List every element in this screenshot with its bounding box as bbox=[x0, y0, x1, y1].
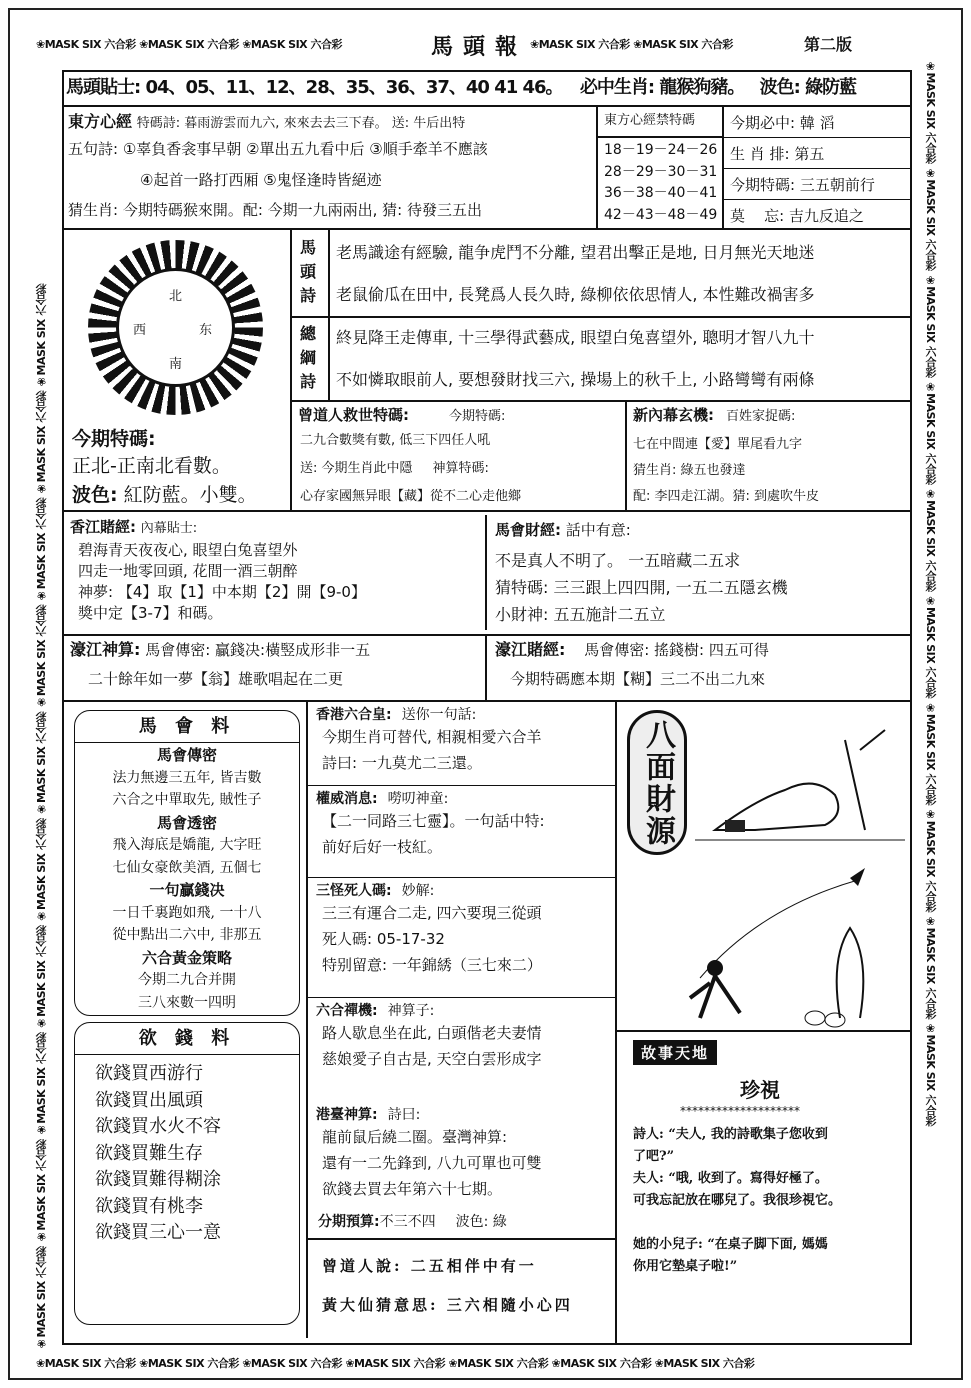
right-border-strip bbox=[920, 60, 938, 1350]
story-line: 她的小兒子: “在桌子脚下面, 媽媽 bbox=[633, 1237, 828, 1252]
kite-runner-illustration bbox=[640, 868, 905, 1028]
right-info bbox=[724, 107, 910, 230]
mid-sub: 嘮叨神童: bbox=[387, 791, 449, 807]
forbidden-row: 36－38－40－41 bbox=[604, 185, 718, 201]
top-border-strip-left bbox=[36, 36, 416, 52]
mahui-line: 三八來數一四明 bbox=[138, 994, 236, 1011]
caijing-sub: 話中有意: bbox=[565, 521, 631, 539]
mid-line: 慈娘愛子自古是, 天空白雲形成字 bbox=[322, 1050, 542, 1068]
divider bbox=[328, 228, 330, 400]
divider bbox=[290, 316, 912, 318]
zeng-l2: 送: 今期生肖此中隱 bbox=[300, 461, 413, 476]
mahui-line: 七仙女豪飲美酒, 五個七 bbox=[112, 859, 262, 876]
color-value: 綠防藍 bbox=[805, 77, 857, 98]
bottom-border-strip bbox=[36, 1355, 936, 1371]
horse-poem-1: 老馬識途有經驗, 龍争虎鬥不分離, 望君出擊正是地, 日月無光天地迷 bbox=[336, 243, 815, 262]
compass-north: 北 bbox=[169, 289, 183, 304]
five-label: 五句詩: bbox=[68, 140, 119, 158]
yuqian-title: 欲 錢 料 bbox=[75, 1023, 299, 1055]
label-char: 頭 bbox=[300, 262, 317, 281]
zeng-title: 曾道人救世特碼: bbox=[298, 406, 409, 424]
color-label: 波色: bbox=[759, 77, 800, 98]
budget-line bbox=[318, 1214, 507, 1231]
mahui-title: 馬 會 料 bbox=[75, 711, 299, 743]
budget-color: 綠 bbox=[492, 1214, 507, 1230]
haojiang-ss-title: 濠江神算: bbox=[70, 640, 141, 659]
divider bbox=[62, 634, 912, 636]
five-line-2: ④起首一路打西厢 ⑤鬼怪逢時皆絕迹 bbox=[140, 171, 382, 189]
mahui-body bbox=[75, 743, 299, 1014]
forbidden-row: 18－19－24－26 bbox=[604, 142, 718, 158]
mahui-line: 一日千裏跑如飛, 一十八 bbox=[112, 904, 262, 921]
compass-center bbox=[116, 268, 235, 387]
compass-west: 西 bbox=[133, 323, 147, 338]
masthead-char: 報 bbox=[495, 35, 528, 60]
zeng-line-1: 二九合數獎有數, 低三下四任人吼 bbox=[300, 433, 491, 448]
mid-title: 港臺神算: bbox=[316, 1107, 378, 1123]
mahui-box bbox=[74, 710, 300, 1016]
general-poem-label bbox=[300, 322, 320, 394]
saying-zeng: 曾道人說: 二五相伴中有一 bbox=[322, 1257, 537, 1275]
budget-label: 分期預算: bbox=[318, 1214, 380, 1230]
left-border-strip bbox=[34, 60, 52, 1350]
mid-line: 欲錢去買去年第六十七期。 bbox=[322, 1180, 503, 1198]
label-char: 總 bbox=[300, 324, 317, 343]
divider bbox=[596, 136, 724, 138]
text-line: 猜特碼: 三三跟上四四開, 一五二五隱玄機 bbox=[495, 578, 788, 597]
compass-south: 南 bbox=[169, 357, 183, 372]
mid-sub: 詩曰: bbox=[387, 1107, 421, 1123]
east-poem: 特碼詩: 暮雨游雲而九六, 來來去去三下春。 送: 牛后出特 bbox=[136, 116, 466, 131]
story-line bbox=[633, 1212, 841, 1234]
text-line: 四走一地零回頭, 花間一酒三朝醉 bbox=[78, 562, 298, 580]
border-text: ❀MASK SIX 六合彩 ❀MASK SIX 六合彩 ❀MASK SIX 六合彩 ❀MASK SIX 六合彩 ❀MASK SIX 六合彩 ❀MASK SIX 六合彩 ❀MASK SIX 六合彩 ❀MASK SIX 六合彩 ❀MASK SIX 六合彩 ❀MASK SIX 六合彩 bbox=[35, 284, 48, 1350]
info-value: 韓 滔 bbox=[799, 114, 835, 132]
mid-line: 【二一同路三七靈】。一句話中特: bbox=[322, 812, 545, 830]
mahui-line: 六合之中單取先, 賊性子 bbox=[112, 792, 262, 808]
story-stars: ******************** bbox=[680, 1104, 800, 1118]
info-value: 三五朝前行 bbox=[799, 176, 875, 194]
mid-section bbox=[308, 786, 615, 878]
haojiang-dj-title: 濠江賭經: bbox=[495, 640, 566, 659]
mid-line: 三三有運合二走, 四六要現三從頭 bbox=[322, 904, 542, 922]
tips-label: 馬頭貼士: bbox=[66, 77, 141, 98]
mid-section-title bbox=[316, 1106, 607, 1124]
five-poem-row bbox=[68, 140, 488, 158]
east-title: 東方心經 bbox=[68, 112, 133, 131]
info-value: 第五 bbox=[794, 145, 825, 163]
story-line: 詩人: “夫人, 我的詩歌集子您收到 bbox=[633, 1127, 828, 1142]
divider bbox=[625, 400, 627, 510]
text-line: 小財神: 五五施計二五立 bbox=[495, 605, 666, 624]
compass-wheel bbox=[88, 240, 263, 415]
label-char: 馬 bbox=[300, 238, 317, 257]
tips-numbers: 04、05、11、12、28、35、36、37、40 41 46。 bbox=[145, 77, 563, 98]
yuqian-box bbox=[74, 1022, 300, 1325]
yuqian-line: 欲錢買出風頭 bbox=[95, 1089, 203, 1111]
zeng-sub: 今期特碼: bbox=[449, 409, 506, 424]
zeng-line-2 bbox=[300, 461, 489, 477]
text-line: 獎中定【3-7】和碼。 bbox=[78, 604, 223, 622]
zeng-line-3: 心存家國無异眼【藏】從不二心走他鄉 bbox=[300, 489, 522, 504]
guess-line: 猜生肖: 今期特碼猴來開。配: 今期一九兩兩出, 猜: 待發三五出 bbox=[68, 201, 483, 219]
top-border-strip-middle bbox=[530, 36, 780, 52]
divider bbox=[290, 228, 292, 400]
caijing-title: 馬會財經: bbox=[495, 521, 561, 539]
masthead-char: 頭 bbox=[463, 35, 496, 60]
yuqian-line: 欲錢買三心一意 bbox=[95, 1222, 221, 1243]
xiangjiang-lines bbox=[78, 540, 366, 624]
mid-title: 六合禪機: bbox=[316, 1003, 378, 1019]
color-label: 波色: bbox=[72, 484, 118, 506]
label-char: 詩 bbox=[300, 372, 317, 391]
border-text: ❀MASK SIX 六合彩 ❀MASK SIX 六合彩 bbox=[530, 38, 733, 51]
special-color bbox=[72, 484, 257, 507]
divider bbox=[615, 700, 617, 1345]
edition-label: 第二版 bbox=[800, 32, 856, 55]
neimu-title-row bbox=[633, 406, 795, 425]
horse-poem-2: 老鼠偷瓜在田中, 長凳爲人長久時, 綠柳依依思情人, 本性難改禍害多 bbox=[336, 285, 815, 304]
yuqian-line: 欲錢買難生存 bbox=[95, 1142, 203, 1164]
mid-title: 三怪死人碼: bbox=[316, 883, 392, 899]
zeng-l2b: 神算特碼: bbox=[432, 461, 489, 476]
story-line: 你用它墊桌子啦!” bbox=[633, 1259, 738, 1274]
horse-poem-label bbox=[300, 236, 320, 308]
budget-value: 不三不四 bbox=[379, 1214, 436, 1230]
divider bbox=[596, 105, 598, 228]
mid-section-title bbox=[316, 790, 607, 808]
bamian-text: 八面財源 bbox=[640, 718, 675, 847]
yuqian-line: 欲錢買有桃李 bbox=[95, 1195, 203, 1217]
text-line: 神夢: 【4】取【1】中本期【2】開【9-0】 bbox=[78, 583, 366, 601]
forbidden-row: 42－43－48－49 bbox=[604, 206, 718, 223]
color-value: 紅防藍。小雙。 bbox=[123, 484, 257, 506]
border-text: ❀MASK SIX 六合彩 ❀MASK SIX 六合彩 ❀MASK SIX 六合彩 ❀MASK SIX 六合彩 ❀MASK SIX 六合彩 ❀MASK SIX 六合彩 ❀MASK SIX 六合彩 ❀MASK SIX 六合彩 ❀MASK SIX 六合彩 ❀MASK SIX 六合彩 bbox=[924, 60, 937, 1126]
masthead-title bbox=[425, 30, 533, 61]
info-label: 今期必中: bbox=[730, 114, 796, 132]
mahui-heading: 馬會傳密 bbox=[156, 746, 217, 764]
story-body bbox=[633, 1124, 841, 1278]
mid-section bbox=[308, 702, 615, 786]
divider bbox=[306, 1238, 615, 1240]
divider bbox=[290, 400, 912, 402]
yuqian-line: 欲錢買水火不容 bbox=[95, 1116, 221, 1137]
border-text: ❀MASK SIX 六合彩 ❀MASK SIX 六合彩 ❀MASK SIX 六合彩 bbox=[36, 38, 342, 51]
neimu-line-3: 配: 李四走江湖。猜: 到處吹牛皮 bbox=[633, 489, 820, 504]
haojiang-dj-title-row bbox=[495, 640, 769, 659]
neimu-line-2: 猜生肖: 綠五也發達 bbox=[633, 463, 746, 478]
mid-line: 死人碼: 05-17-32 bbox=[322, 930, 445, 948]
story-tag: 故事天地 bbox=[633, 1040, 717, 1065]
forbidden-row: 28－29－30－31 bbox=[604, 163, 718, 180]
mid-section-title bbox=[316, 1002, 607, 1020]
mid-line: 龍前鼠后繞二圈。臺灣神算: bbox=[322, 1128, 508, 1146]
caijing-lines bbox=[495, 547, 788, 628]
xiangjiang-sub: 內幕貼士: bbox=[140, 521, 198, 536]
general-poem-1: 終見降王走傳車, 十三學得武藝成, 眼望白兔喜望外, 聰明才智八九十 bbox=[336, 328, 815, 347]
mahui-heading: 六合黃金策略 bbox=[141, 948, 232, 967]
mid-sub: 神算子: bbox=[387, 1003, 435, 1019]
zodiac-value: 龍猴狗豬。 bbox=[659, 77, 745, 98]
label-char: 綱 bbox=[300, 348, 317, 367]
info-value: 吉九反追之 bbox=[788, 207, 864, 225]
mahui-line: 法力無邊三五年, 皆吉數 bbox=[112, 769, 262, 786]
divider bbox=[485, 515, 487, 630]
budget-color-label: 波色: bbox=[455, 1214, 489, 1230]
zodiac-label: 必中生肖: bbox=[579, 77, 655, 98]
neimu-line-1: 七在中間連【愛】單尾看九字 bbox=[633, 437, 803, 452]
zeng-title-row bbox=[298, 406, 505, 425]
border-text: ❀MASK SIX 六合彩 ❀MASK SIX 六合彩 ❀MASK SIX 六合彩 ❀MASK SIX 六合彩 ❀MASK SIX 六合彩 ❀MASK SIX 六合彩 ❀MASK SIX 六合彩 bbox=[36, 1357, 755, 1370]
story-line: 可我忘記放在哪兒了。我很珍視它。 bbox=[633, 1193, 842, 1208]
yuqian-line: 欲錢買西游行 bbox=[95, 1063, 203, 1084]
yuqian-body bbox=[75, 1055, 299, 1247]
neimu-sub: 百姓家捉碼: bbox=[726, 409, 796, 424]
mid-title: 香港六合皇: bbox=[316, 707, 392, 723]
haojiang-ss-sub: 馬會傳密: 贏錢决:橫竪成形非一五 bbox=[145, 641, 371, 659]
info-row bbox=[724, 138, 910, 169]
mid-sub: 妙解: bbox=[401, 883, 435, 899]
info-label: 今期特碼: bbox=[730, 176, 796, 194]
forbidden-list bbox=[604, 140, 717, 226]
mid-line: 還有一二先鋒到, 八九可單也可雙 bbox=[322, 1154, 542, 1172]
xiangjiang-title: 香江賭經: bbox=[70, 518, 136, 536]
caijing-title-row bbox=[495, 521, 631, 539]
story-line: 夫人: “哦, 收到了。寫得好極了。 bbox=[633, 1171, 828, 1186]
mid-sub: 送你一句話: bbox=[401, 707, 477, 723]
general-poem-2: 不如憐取眼前人, 要想發財找三六, 操場上的秋千上, 小路彎彎有兩條 bbox=[336, 370, 815, 389]
haojiang-ss-line: 二十餘年如一夢【翁】雄歌唱起在二更 bbox=[88, 670, 344, 688]
haojiang-dj-sub: 馬會傳密: 搖錢樹: 四五可得 bbox=[584, 641, 769, 659]
saying-huang: 黃大仙猜意思: 三六相隨小心四 bbox=[322, 1296, 573, 1314]
info-row bbox=[724, 107, 910, 138]
divider bbox=[62, 228, 912, 230]
elephant-illustration bbox=[695, 720, 905, 850]
text-line: 碧海青天夜夜心, 眼望白兔喜望外 bbox=[78, 541, 298, 559]
mahui-heading: 一句贏錢决 bbox=[149, 881, 225, 899]
mid-line: 前好后好一枝紅。 bbox=[322, 838, 443, 856]
five-line-1: ①辜負香衾事早朝 ②單出五九看中后 ③順手牽羊不應該 bbox=[122, 140, 488, 158]
mid-line: 詩曰: 一九莫尤二三還。 bbox=[322, 754, 482, 772]
tips-row bbox=[66, 77, 856, 99]
haojiang-dj-line: 今期特碼應本期【糊】三二不出二九來 bbox=[510, 670, 766, 688]
bamian-badge bbox=[627, 710, 687, 855]
text-line: 不是真人不明了。 一五暗藏二五求 bbox=[495, 551, 741, 570]
mid-section bbox=[308, 878, 615, 998]
special-title: 今期特碼: bbox=[72, 428, 156, 450]
mid-section-title bbox=[316, 882, 607, 900]
compass-east: 东 bbox=[199, 323, 213, 338]
divider bbox=[485, 636, 487, 700]
forbidden-title: 東方心經禁特碼 bbox=[604, 113, 696, 128]
mid-section bbox=[308, 1102, 615, 1206]
label-char: 詩 bbox=[300, 286, 317, 305]
story-line: 了吧?” bbox=[633, 1149, 675, 1164]
info-label: 莫 忘: bbox=[730, 207, 785, 225]
xiangjiang-title-row bbox=[70, 518, 197, 537]
mid-line: 特别留意: 一年錦綉（三七來二） bbox=[322, 956, 542, 974]
divider bbox=[615, 1030, 912, 1032]
special-line: 正北-正南北看數。 bbox=[72, 455, 231, 477]
masthead-char: 馬 bbox=[431, 35, 464, 60]
divider bbox=[290, 400, 292, 510]
mid-line: 路人歇息坐在此, 白頭偕老夫妻情 bbox=[322, 1024, 542, 1042]
info-label: 生 肖 排: bbox=[730, 145, 790, 163]
mid-section bbox=[308, 998, 615, 1076]
mahui-line: 今期二九合并開 bbox=[138, 972, 236, 988]
mahui-line: 飛入海底是嬌龍, 大字旺 bbox=[112, 837, 262, 853]
mahui-line: 從中點出二六中, 非那五 bbox=[112, 927, 262, 943]
divider bbox=[62, 510, 912, 512]
info-row bbox=[724, 200, 910, 230]
east-title-row bbox=[68, 112, 465, 132]
haojiang-ss-title-row bbox=[70, 640, 370, 659]
neimu-title: 新內幕玄機: bbox=[633, 406, 714, 424]
mahui-heading: 馬會透密 bbox=[156, 813, 217, 832]
info-row bbox=[724, 169, 910, 200]
mid-title: 權威消息: bbox=[316, 791, 378, 807]
yuqian-line: 欲錢買難得糊涂 bbox=[95, 1169, 221, 1190]
mid-section-title bbox=[316, 706, 607, 724]
mid-line: 今期生肖可替代, 相親相愛六合羊 bbox=[322, 728, 542, 746]
story-title: 珍視 bbox=[740, 1078, 780, 1102]
